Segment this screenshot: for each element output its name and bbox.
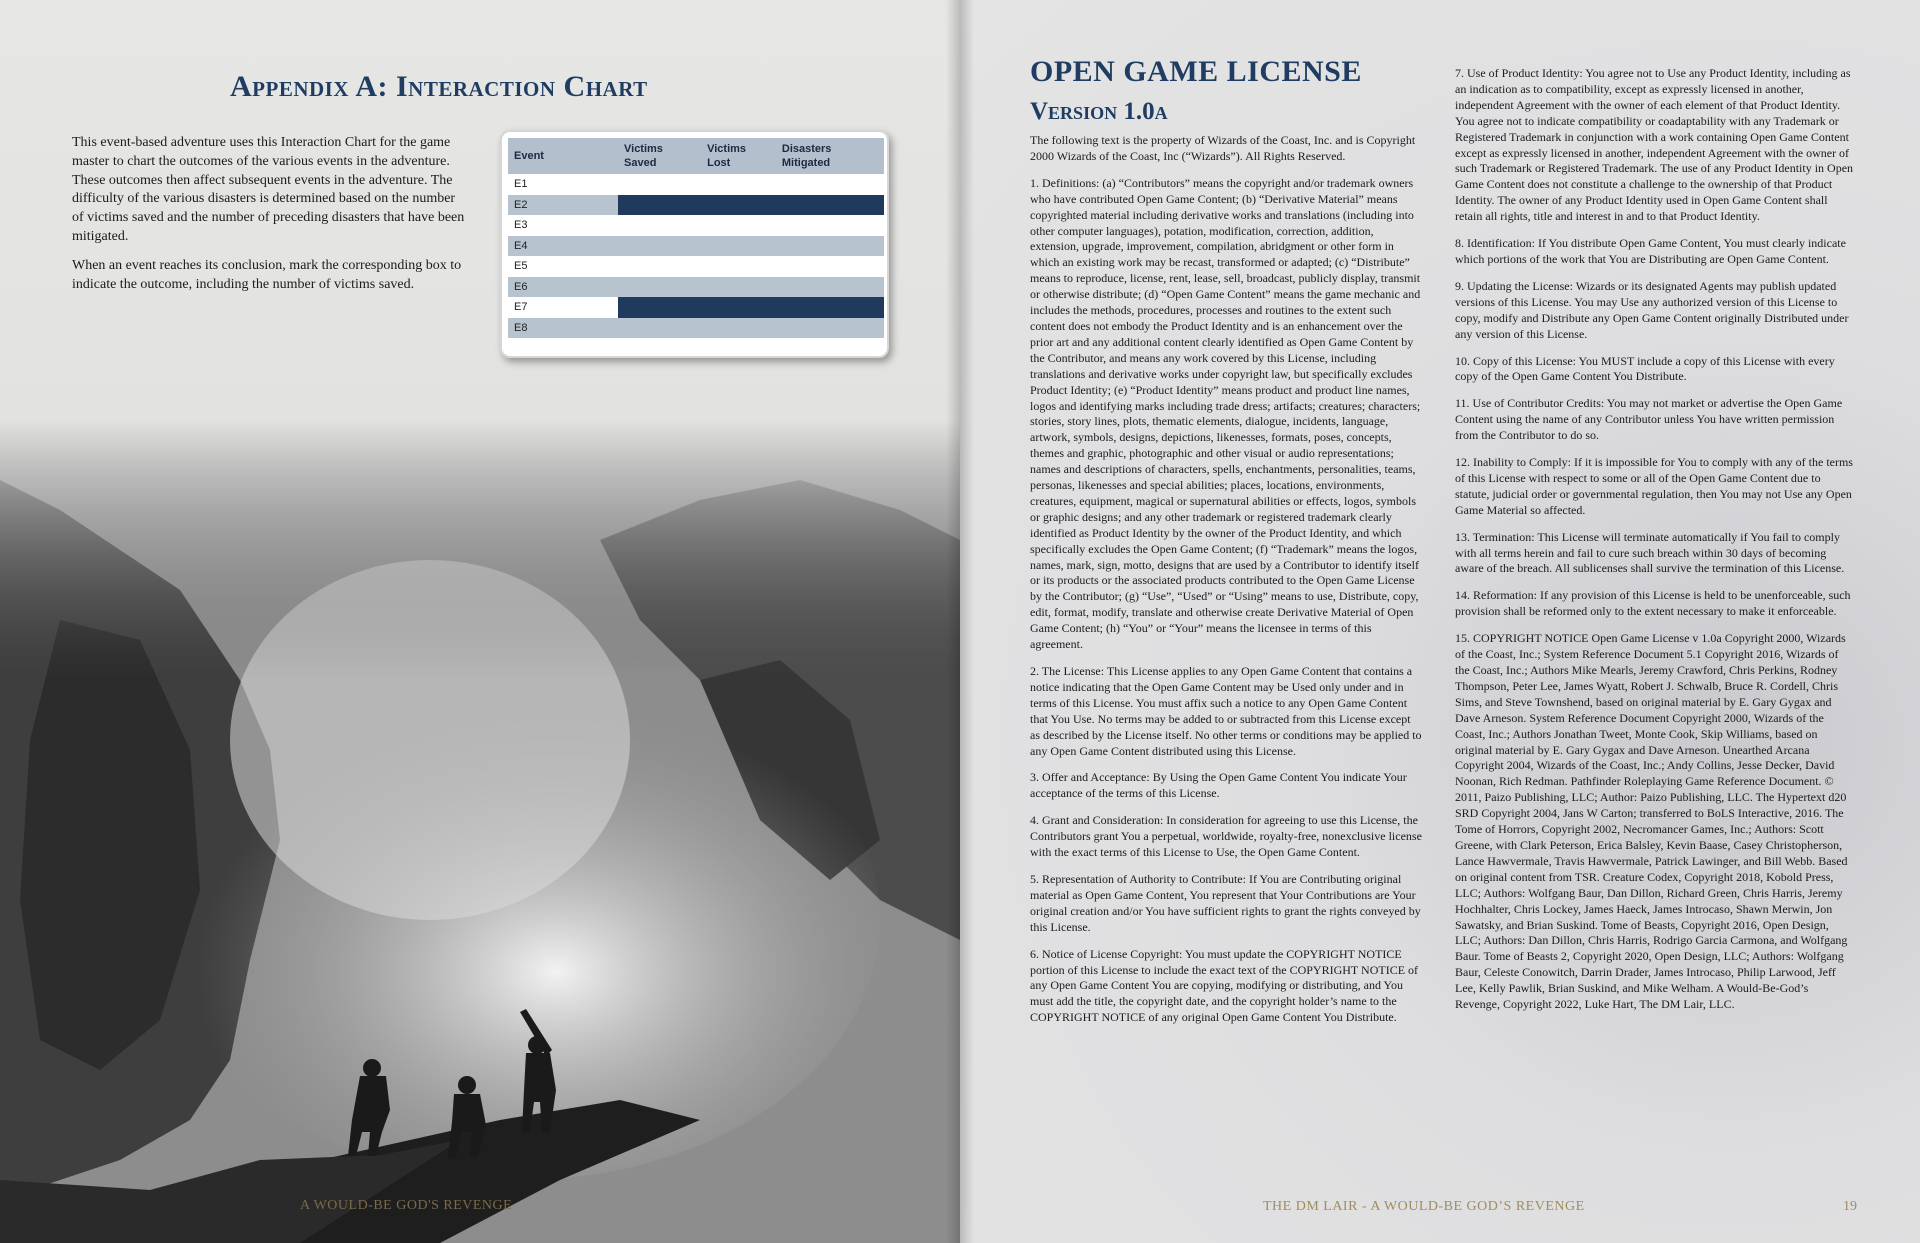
- table-row: [508, 174, 884, 195]
- license-paragraph: 9. Updating the License: Wizards or its designated Agents may publish updated versions of this License. You may Use any authorized version of this License to copy, modify and Distribute any Open Game Content originally Distributed under any version of this License.: [1455, 278, 1849, 341]
- event-cell: E3: [508, 215, 618, 236]
- table-row: [508, 236, 884, 257]
- table-row: [508, 215, 884, 236]
- license-paragraph: 3. Offer and Acceptance: By Using the Open Game Content You indicate Your acceptance of the terms of this License.: [1030, 770, 1407, 801]
- interaction-table: [508, 138, 884, 338]
- victims-lost-box[interactable]: [701, 318, 776, 339]
- disasters-mitigated-box[interactable]: [776, 256, 884, 277]
- license-paragraph: The following text is the property of Wizards of the Coast, Inc. and is Copyright 2000 Wizards of the Coast, Inc (“Wizards”). All Rights Reserved.: [1030, 133, 1416, 163]
- event-cell: E5: [508, 256, 618, 277]
- intro-paragraph: This event-based adventure uses this Interaction Chart for the game master to chart the outcomes of the various events in the adventure. These outcomes then affect subsequent events in the adventure. The difficulty of the various disasters is determined based on the number of victims saved and the number of preceding disasters that have been mitigated.: [72, 135, 465, 244]
- license-paragraph: 1. Definitions: (a) “Contributors” means the copyright and/or trademark owners who have contributed Open Game Content; (b) “Derivative Material” means copyrighted material including derivative works and translations (including into other computer languages), potation, modification, correction, addition, extension, upgrade, improvement, compilation, abridgment or other form in which an existing work may be recast, transformed or adapted; (c) “Distribute” means to reproduce, license, rent, lease, sell, broadcast, publicly display, transmit or otherwise distribute; (d) “Open Game Content” means the game mechanic and includes the methods, procedures, processes and routines to the extent such content does not embody the Product Identity and is an enhancement over the prior art and any additional content clearly identified as Open Game Content by the Contributor, and means any work covered by this License, including translations and derivative works under copyright law, but specifically excludes Product Identity; (e) “Product Identity” means product and product line names, logos and identifying marks including trade dress; artifacts; creatures; characters; stories, story lines, plots, thematic elements, dialogue, incidents, language, artwork, symbols, designs, depictions, likenesses, formats, poses, concepts, themes and graphic, photographic and other visual or audio representations; names and descriptions of characters, spells, enchantments, personalities, teams, personas, likenesses and special abilities; places, locations, environments, creatures, equipment, magical or supernatural abilities or effects, logos, symbols or graphic designs; and any other trademark or registered trademark clearly identified as Product Identity by the owner of the Product Identity, and which specifically excludes the Open Game Content; (f) “Trademark” means the logos, names, mark, sign, motto, designs that are used by a Contributor to identify itself or its products or the associated products contributed to the Open Game License by the Contributor; (g) “Use”, “Used” or “Using” means to use, Distribute, copy, edit, format, modify, translate and otherwise create Derivative Material of Open Game Content; (h) “You” or “Your” means the licensee in terms of this agreement.: [1030, 175, 1421, 652]
- shaded-cell: [701, 195, 776, 216]
- victims-saved-box[interactable]: [618, 215, 701, 236]
- ogl-version: Version 1.0a: [1030, 98, 1168, 125]
- license-paragraph: 4. Grant and Consideration: In consideration for agreeing to use this License, the Contributors grant You a perpetual, worldwide, royalty-free, nonexclusive license with the exact terms of this License to Use, the Open Game Content.: [1030, 813, 1422, 860]
- disasters-mitigated-box[interactable]: [776, 277, 884, 298]
- event-cell: E7: [508, 297, 618, 318]
- appendix-title: Appendix A: Interaction Chart: [230, 70, 648, 103]
- left-footer: A WOULD-BE GOD'S REVENGE: [300, 1198, 513, 1213]
- event-cell: E6: [508, 277, 618, 298]
- license-column-1: [1030, 133, 1422, 1037]
- shaded-cell: [618, 195, 701, 216]
- right-footer: THE DM LAIR - A WOULD-BE GOD’S REVENGE: [1263, 1199, 1585, 1214]
- shaded-cell: [776, 297, 884, 318]
- header-victims-saved: Victims Saved: [618, 138, 701, 174]
- storm-cliff-illustration: [0, 420, 960, 1243]
- victims-lost-box[interactable]: [701, 215, 776, 236]
- event-cell: E4: [508, 236, 618, 257]
- victims-lost-box[interactable]: [701, 277, 776, 298]
- disasters-mitigated-box[interactable]: [776, 174, 884, 195]
- disasters-mitigated-box[interactable]: [776, 215, 884, 236]
- license-paragraph: 10. Copy of this License: You MUST include a copy of this License with every copy of the Open Game Content You Distribute.: [1455, 353, 1835, 384]
- license-paragraph: 15. COPYRIGHT NOTICE Open Game License v 1.0a Copyright 2000, Wizards of the Coast, Inc.; System Reference Document 5.1 Copyright 2016, Wizards of the Coast, Inc.; Authors Mike Mearls, Jeremy Crawford, Chris Perkins, Rodney Thompson, Peter Lee, James Wyatt, Robert J. Schwalb, Bruce R. Cordell, Chris Sims, and Steve Townshend, based on original material by E. Gary Gygax and Dave Arneson. System Reference Document Copyright 2000, Wizards of the Coast, Inc.; Authors Jonathan Tweet, Monte Cook, Skip Williams, based on original material by E. Gary Gygax and Dave Arneson. Unearthed Arcana Copyright 2004, Wizards of the Coast, Inc.; Andy Collins, Jesse Decker, David Noonan, Rich Redman. Pathfinder Roleplaying Game Reference Document. © 2011, Paizo Publishing, LLC; Author: Paizo Publishing, LLC. The Hypertext d20 SRD Copyright 2004, Jans W Carton; transferred to BoLS Interactive, 2016. The Tome of Horrors, Copyright 2002, Necromancer Games, Inc.; Authors: Scott Greene, with Clark Peterson, Erica Balsley, Kevin Baase, Casey Christopherson, Lance Hawvermale, Travis Hawvermale, Patrick Lawinger, and Bill Webb. Based on original content from TSR. Creature Codex, Copyright 2018, Kobold Press, LLC; Authors: Wolfgang Baur, Dan Dillon, Richard Green, Chris Harris, Jeremy Hochhalter, Chris Lockey, James Haeck, James Introcaso, Shawn Merwin, Jon Sawatsky, and Brian Suskind. Tome of Beasts, Copyright 2016, Open Design, LLC; Authors: Dan Dillon, Chris Harris, Rodrigo Garcia Carmona, and Wolfgang Baur. Tome of Beasts 2, Copyright 2020, Open Design, LLC; Authors: Wolfgang Baur, Celeste Conowitch, Darrin Drader, James Introcaso, Philip Larwood, Jeff Lee, Kelly Pawlik, Brian Suskind, and Mike Welham. A Would-Be-God’s Revenge, Copyright 2022, Luke Hart, The DM Lair, LLC.: [1455, 631, 1848, 1012]
- victims-saved-box[interactable]: [618, 277, 701, 298]
- interaction-chart: [500, 130, 889, 358]
- disasters-mitigated-box[interactable]: [776, 236, 884, 257]
- event-cell: E8: [508, 318, 618, 339]
- table-row: [508, 195, 884, 216]
- license-paragraph: 8. Identification: If You distribute Open Game Content, You must clearly indicate which portions of the work that You are Distributing are Open Game Content.: [1455, 236, 1846, 266]
- shaded-cell: [618, 297, 701, 318]
- header-victims-lost: Victims Lost: [701, 138, 776, 174]
- table-row: [508, 318, 884, 339]
- intro-paragraph: When an event reaches its conclusion, mark the corresponding box to indicate the outcome, including the number of victims saved.: [72, 257, 462, 292]
- license-column-2: [1455, 66, 1855, 1024]
- table-header-row: [508, 138, 884, 174]
- victims-lost-box[interactable]: [701, 236, 776, 257]
- victims-saved-box[interactable]: [618, 236, 701, 257]
- disasters-mitigated-box[interactable]: [776, 318, 884, 339]
- page-number: 19: [1843, 1199, 1857, 1214]
- header-disasters-mitigated: Disasters Mitigated: [776, 138, 884, 174]
- event-cell: E2: [508, 195, 618, 216]
- shaded-cell: [776, 195, 884, 216]
- license-paragraph: 11. Use of Contributor Credits: You may not market or advertise the Open Game Content using the name of any Contributor unless You have written permission from the Contributor to do so.: [1455, 396, 1843, 443]
- header-event: Event: [508, 138, 618, 174]
- license-paragraph: 13. Termination: This License will terminate automatically if You fail to comply with all terms herein and fail to cure such breach within 30 days of becoming aware of the breach. All sublicenses shall survive the termination of this License.: [1455, 529, 1845, 576]
- event-cell: E1: [508, 174, 618, 195]
- victims-saved-box[interactable]: [618, 256, 701, 277]
- victims-saved-box[interactable]: [618, 174, 701, 195]
- victims-lost-box[interactable]: [701, 174, 776, 195]
- victims-lost-box[interactable]: [701, 256, 776, 277]
- shaded-cell: [701, 297, 776, 318]
- page-gutter: [946, 0, 974, 1243]
- license-paragraph: 14. Reformation: If any provision of this License is held to be unenforceable, such provision shall be reformed only to the extent necessary to make it enforceable.: [1455, 588, 1851, 619]
- table-row: [508, 297, 884, 318]
- license-paragraph: 2. The License: This License applies to any Open Game Content that contains a notice indicating that the Open Game Content may be Used only under and in terms of this License. You must affix such a notice to any Open Game Content that You Use. No terms may be added to or subtracted from this License except as described by the License itself. No other terms or conditions may be applied to any Open Game Content distributed using this License.: [1030, 664, 1422, 758]
- intro-text: [72, 134, 467, 304]
- table-row: [508, 277, 884, 298]
- license-paragraph: 5. Representation of Authority to Contribute: If You are Contributing original material as Open Game Content, You represent that Your Contributions are Your original creation and/or You have sufficient rights to grant the rights conveyed by this License.: [1030, 871, 1421, 934]
- license-paragraph: 6. Notice of License Copyright: You must update the COPYRIGHT NOTICE portion of this License to include the exact text of the COPYRIGHT NOTICE of any Open Game Content You are copying, modifying or distributing, and You must add the title, the copyright date, and the copyright holder’s name to the COPYRIGHT NOTICE of any original Open Game Content You Distribute.: [1030, 946, 1419, 1025]
- table-row: [508, 256, 884, 277]
- ogl-title: OPEN GAME LICENSE: [1030, 55, 1362, 88]
- license-paragraph: 12. Inability to Comply: If it is impossible for You to comply with any of the terms of this License with respect to some or all of the Open Game Content due to statute, judicial order or governmental regulation, then You may not Use any Open Game Material so affected.: [1455, 455, 1853, 517]
- license-paragraph: 7. Use of Product Identity: You agree not to Use any Product Identity, including as an indication as to compatibility, except as expressly licensed in another, independent Agreement with the owner of each element of that Product Identity. You agree not to indicate compatibility or coadaptability with any Trademark or Registered Trademark in conjunction with a work containing Open Game Content except as expressly licensed in another, independent Agreement with the owner of such Trademark or Registered Trademark. The use of any Product Identity in Open Game Content does not constitute a challenge to the ownership of that Product Identity. The owner of any Product Identity used in Open Game Content shall retain all rights, title and interest in and to that Product Identity.: [1455, 66, 1854, 224]
- victims-saved-box[interactable]: [618, 318, 701, 339]
